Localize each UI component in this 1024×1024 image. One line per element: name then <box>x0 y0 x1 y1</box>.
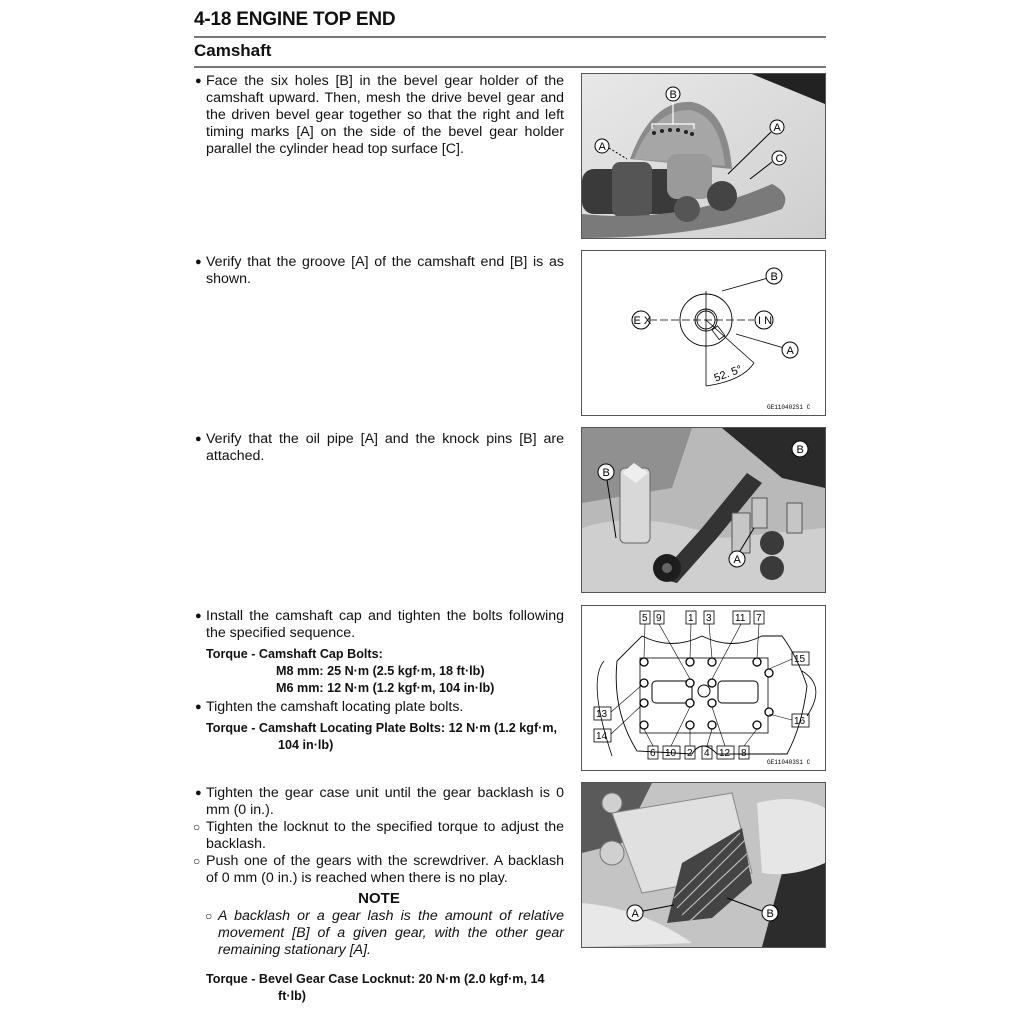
svg-text:2: 2 <box>687 748 693 759</box>
svg-text:4: 4 <box>704 748 710 759</box>
section-title: 4-18 ENGINE TOP END <box>194 9 396 30</box>
step-paragraph <box>194 699 564 716</box>
svg-text:9: 9 <box>656 613 662 624</box>
step-paragraph <box>194 785 564 819</box>
svg-text:13: 13 <box>596 709 608 720</box>
torque-line: ft·lb) <box>278 989 306 1003</box>
torque-spec-cap-bolts <box>194 646 564 697</box>
step-paragraph <box>194 431 564 465</box>
step-text: Tighten the locknut to the specified torque to adjust the backlash. <box>206 819 564 852</box>
note-body <box>194 908 564 959</box>
svg-text:A: A <box>733 554 741 566</box>
bullet-icon: ● <box>195 256 202 268</box>
torque-m8: M8 mm: 25 N·m (2.5 kgf·m, 18 ft·lb) <box>276 664 485 678</box>
bullet-icon: ● <box>195 75 202 87</box>
note-text: A backlash or a gear lash is the amount of relative movement [B] of a given gear, with the other gear remaining stationary [A]. <box>218 908 564 958</box>
in-label: I N <box>758 315 773 327</box>
step-text: Verify that the oil pipe [A] and the knock pins [B] are attached. <box>206 431 564 464</box>
bullet-icon: ● <box>195 787 202 799</box>
step-2 <box>194 254 564 288</box>
step-text: Face the six holes [B] in the bevel gear holder of the camshaft upward. Then, mesh the drive bevel gear and the driven bevel gear together so that the right and left timing marks [A] on the side of the bevel gear holder parallel the cylinder head top surface [C]. <box>206 73 564 157</box>
callout-b: B <box>766 908 774 920</box>
torque-line: Torque - Camshaft Locating Plate Bolts: 12 N·m (1.2 kgf·m, <box>206 721 558 735</box>
step-paragraph <box>194 73 564 158</box>
torque-spec-locating-plate <box>194 720 564 754</box>
substep-paragraph <box>194 853 564 887</box>
oil-pipe-photo <box>581 427 826 593</box>
svg-text:3: 3 <box>706 613 712 624</box>
svg-text:8: 8 <box>741 748 747 759</box>
svg-text:7: 7 <box>756 613 762 624</box>
svg-text:10: 10 <box>665 748 677 759</box>
svg-text:16: 16 <box>794 716 806 727</box>
torque-line: 104 in·lb) <box>278 738 334 752</box>
callout-b: B <box>770 271 778 283</box>
ex-label: E X <box>633 315 652 327</box>
note-heading: NOTE <box>358 890 400 907</box>
backlash-photo <box>581 782 826 948</box>
svg-text:B: B <box>796 444 804 456</box>
callout-b: B <box>669 89 677 101</box>
step-text: Tighten the camshaft locating plate bolts. <box>206 699 464 715</box>
subheader-divider <box>194 66 826 68</box>
bullet-icon: ● <box>195 610 202 622</box>
bolt-sequence-diagram <box>581 605 826 771</box>
step-1 <box>194 73 564 158</box>
groove-diagram <box>581 250 826 416</box>
step-6 <box>194 785 564 1005</box>
svg-text:C: C <box>775 153 784 165</box>
figure-code: GE110402S1 C <box>767 404 811 411</box>
svg-text:12: 12 <box>719 748 731 759</box>
callout-b: B <box>602 467 610 479</box>
step-paragraph <box>194 608 564 642</box>
circle-bullet-icon: ○ <box>193 854 201 868</box>
torque-spec-locknut <box>194 971 564 1005</box>
step-4 <box>194 608 564 754</box>
angle-label: 52. 5° <box>712 363 744 385</box>
callout-a: A <box>786 345 794 357</box>
svg-text:14: 14 <box>596 731 608 742</box>
bevel-gear-photo <box>581 73 826 239</box>
bullet-icon: ● <box>195 701 202 713</box>
step-text: Verify that the groove [A] of the camshaft end [B] is as shown. <box>206 254 564 287</box>
bullet-icon: ● <box>195 433 202 445</box>
svg-text:1: 1 <box>688 613 694 624</box>
subsection-title: Camshaft <box>194 41 272 60</box>
torque-line: Torque - Bevel Gear Case Locknut: 20 N·m (2.0 kgf·m, 14 <box>206 972 545 986</box>
step-text: Install the camshaft cap and tighten the bolts following the specified sequence. <box>206 608 564 641</box>
svg-text:11: 11 <box>735 613 746 624</box>
torque-label: Torque - Camshaft Cap Bolts: <box>206 647 383 661</box>
svg-text:6: 6 <box>650 748 656 759</box>
page-header <box>194 8 826 68</box>
svg-text:A: A <box>598 141 606 153</box>
header-divider <box>194 36 826 38</box>
step-paragraph <box>194 254 564 288</box>
callout-a: A <box>631 908 639 920</box>
step-text: Push one of the gears with the screwdriver. A backlash of 0 mm (0 in.) is reached when there is no play. <box>206 853 564 886</box>
substep-paragraph <box>194 819 564 853</box>
svg-text:15: 15 <box>794 654 806 665</box>
svg-text:A: A <box>773 122 781 134</box>
circle-bullet-icon: ○ <box>193 820 201 834</box>
torque-m6: M6 mm: 12 N·m (1.2 kgf·m, 104 in·lb) <box>276 681 495 695</box>
figure-code: GE110403S1 C <box>767 759 811 766</box>
circle-bullet-icon: ○ <box>205 909 213 923</box>
step-3 <box>194 431 564 465</box>
svg-text:5: 5 <box>642 613 648 624</box>
step-text: Tighten the gear case unit until the gear backlash is 0 mm (0 in.). <box>206 785 564 818</box>
